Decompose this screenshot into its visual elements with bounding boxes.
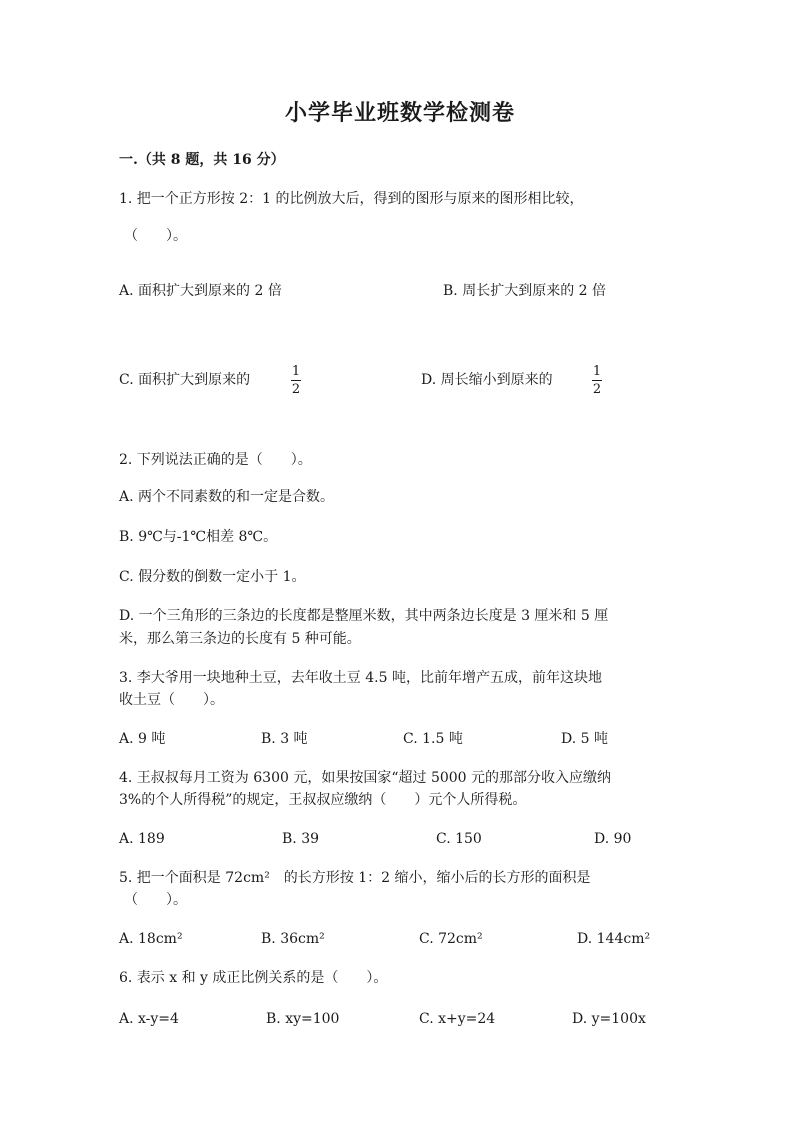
fraction-numerator: 1 xyxy=(592,364,602,379)
q5-stem-line2: （ ）。 xyxy=(124,892,187,908)
q1-blank: （ ）。 xyxy=(124,228,187,244)
q2-option-d-line2: 米，那么第三条边的长度有 5 种可能。 xyxy=(119,631,361,647)
section-heading: 一.（共 8 题，共 16 分） xyxy=(119,152,285,168)
q5-option-b: B. 36cm² xyxy=(261,931,325,947)
q1-option-a: A. 面积扩大到原来的 2 倍 xyxy=(119,283,282,299)
q3-option-b: B. 3 吨 xyxy=(261,731,308,747)
q4-option-d: D. 90 xyxy=(594,831,632,847)
q1-stem: 1. 把一个正方形按 2：1 的比例放大后，得到的图形与原来的图形相比较， xyxy=(119,191,584,207)
q4-stem-line2: 3%的个人所得税”的规定，王叔叔应缴纳（ ）元个人所得税。 xyxy=(119,792,527,808)
q1-option-b: B. 周长扩大到原来的 2 倍 xyxy=(443,283,606,299)
fraction-denominator: 2 xyxy=(291,382,301,397)
q5-option-a: A. 18cm² xyxy=(119,931,183,947)
q4-option-b: B. 39 xyxy=(282,831,320,847)
q2-option-c: C. 假分数的倒数一定小于 1。 xyxy=(119,569,306,585)
q3-option-c: C. 1.5 吨 xyxy=(403,731,463,747)
q2-option-a: A. 两个不同素数的和一定是合数。 xyxy=(119,489,335,505)
q2-stem: 2. 下列说法正确的是（ ）。 xyxy=(119,452,312,468)
fraction-bar xyxy=(291,380,301,381)
q3-stem-line2: 收土豆（ ）。 xyxy=(119,692,224,708)
q6-option-b: B. xy=100 xyxy=(266,1011,340,1027)
q4-stem-line1: 4. 王叔叔每月工资为 6300 元，如果按国家“超过 5000 元的那部分收入应缴纳 xyxy=(119,770,612,786)
q1-option-c-fraction xyxy=(289,365,303,396)
q6-option-c: C. x+y=24 xyxy=(419,1011,496,1027)
q3-stem-line1: 3. 李大爷用一块地种土豆，去年收土豆 4.5 吨，比前年增产五成，前年这块地 xyxy=(119,670,602,686)
q3-option-d: D. 5 吨 xyxy=(561,731,608,747)
q6-stem: 6. 表示 x 和 y 成正比例关系的是（ ）。 xyxy=(119,970,388,986)
fraction-denominator: 2 xyxy=(592,382,602,397)
q1-option-c: C. 面积扩大到原来的 xyxy=(119,372,251,388)
q1-option-d-fraction xyxy=(590,365,604,396)
page-title: 小学毕业班数学检测卷 xyxy=(284,100,515,126)
q5-option-d: D. 144cm² xyxy=(577,931,651,947)
q6-option-d: D. y=100x xyxy=(572,1011,646,1027)
q4-option-a: A. 189 xyxy=(119,831,165,847)
q5-stem-line1: 5. 把一个面积是 72cm² 的长方形按 1：2 缩小，缩小后的长方形的面积是 xyxy=(119,870,591,886)
q3-option-a: A. 9 吨 xyxy=(119,731,166,747)
q5-option-c: C. 72cm² xyxy=(419,931,483,947)
q1-option-d: D. 周长缩小到原来的 xyxy=(421,372,553,388)
fraction-bar xyxy=(592,380,602,381)
q2-option-d-line1: D. 一个三角形的三条边的长度都是整厘米数，其中两条边长度是 3 厘米和 5 厘 xyxy=(119,608,609,624)
q2-option-b: B. 9℃与-1℃相差 8℃。 xyxy=(119,529,278,545)
q6-option-a: A. x-y=4 xyxy=(119,1011,179,1027)
fraction-numerator: 1 xyxy=(291,364,301,379)
q4-option-c: C. 150 xyxy=(436,831,482,847)
